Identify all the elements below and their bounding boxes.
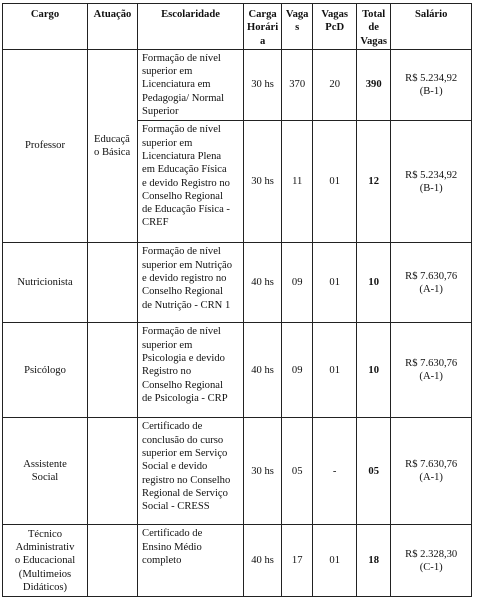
cell-vagas: 17 bbox=[282, 525, 313, 597]
cell-total: 05 bbox=[357, 418, 391, 525]
salario-ref: (B-1) bbox=[419, 182, 443, 194]
cell-cargo bbox=[3, 49, 88, 242]
cell-pcd: 01 bbox=[313, 121, 357, 243]
cell-carga: 40 hs bbox=[244, 323, 282, 418]
cell-salario bbox=[391, 49, 472, 120]
escolaridade-line: Registro no bbox=[142, 366, 192, 378]
header-row bbox=[3, 4, 472, 50]
escolaridade-line: completo bbox=[142, 554, 182, 566]
cargo-line: Técnico bbox=[27, 528, 63, 540]
cell-salario bbox=[391, 121, 472, 243]
cell-escolaridade bbox=[138, 525, 244, 597]
header-total-vagas bbox=[357, 4, 391, 50]
header-vagas-line: s bbox=[295, 22, 300, 34]
escolaridade-line: Formação de nível bbox=[142, 124, 221, 136]
cell-salario bbox=[391, 418, 472, 525]
salario-value: R$ 7.630,76 bbox=[405, 459, 458, 471]
cell-atuacao bbox=[88, 418, 138, 525]
cell-cargo bbox=[3, 525, 88, 597]
cell-carga: 30 hs bbox=[244, 121, 282, 243]
header-carga-line: a bbox=[259, 35, 266, 47]
cargo-line: Professor bbox=[24, 140, 66, 152]
header-vagas-pcd bbox=[313, 4, 357, 50]
cargo-line: Administrativ bbox=[15, 541, 75, 553]
cell-pcd: 01 bbox=[313, 323, 357, 418]
header-cargo: Cargo bbox=[3, 4, 88, 50]
cell-vagas: 09 bbox=[282, 323, 313, 418]
escolaridade-line: superior em Nutrição bbox=[142, 259, 233, 271]
header-vagas bbox=[282, 4, 313, 50]
escolaridade-line: superior em Serviço bbox=[142, 447, 228, 459]
cell-vagas: 09 bbox=[282, 243, 313, 323]
escolaridade-line: Regional de Serviço bbox=[142, 487, 228, 499]
escolaridade-line: Formação de nível bbox=[142, 52, 221, 64]
cell-cargo bbox=[3, 323, 88, 418]
escolaridade-line: conclusão do curso bbox=[142, 434, 224, 446]
cell-salario bbox=[391, 525, 472, 597]
escolaridade-line: Psicologia e devido bbox=[142, 352, 225, 364]
cell-escolaridade bbox=[138, 243, 244, 323]
cargo-line: Assistente bbox=[23, 459, 67, 471]
salario-value: R$ 2.328,30 bbox=[405, 548, 458, 560]
escolaridade-line: e devido Registro no bbox=[142, 177, 230, 189]
cell-total: 12 bbox=[357, 121, 391, 243]
cell-total: 390 bbox=[357, 49, 391, 120]
table-row bbox=[3, 243, 472, 323]
atuacao-line: o Básica bbox=[94, 147, 131, 159]
cell-salario bbox=[391, 323, 472, 418]
cell-atuacao bbox=[88, 243, 138, 323]
cell-salario bbox=[391, 243, 472, 323]
escolaridade-line: Social - CRESS bbox=[142, 501, 210, 513]
header-carga-horaria bbox=[244, 4, 282, 50]
cell-pcd: - bbox=[313, 418, 357, 525]
salario-ref: (A-1) bbox=[419, 371, 443, 383]
header-total-line: de bbox=[368, 22, 379, 34]
cargo-line: Didáticos) bbox=[22, 581, 68, 593]
cell-escolaridade bbox=[138, 49, 244, 120]
escolaridade-line: superior em bbox=[142, 66, 193, 78]
cell-atuacao bbox=[88, 323, 138, 418]
table-row bbox=[3, 418, 472, 525]
cargo-line: o Educacional bbox=[14, 555, 76, 567]
cell-escolaridade bbox=[138, 323, 244, 418]
header-salario: Salário bbox=[391, 4, 472, 50]
salario-ref: (B-1) bbox=[419, 86, 443, 98]
cell-atuacao bbox=[88, 49, 138, 242]
cell-vagas: 05 bbox=[282, 418, 313, 525]
escolaridade-line: e devido registro no bbox=[142, 272, 227, 284]
escolaridade-line: Superior bbox=[142, 106, 179, 118]
header-vagas-line: Vaga bbox=[285, 9, 309, 20]
cell-vagas: 11 bbox=[282, 121, 313, 243]
atuacao-line: Educaçã bbox=[94, 133, 130, 145]
escolaridade-line: em Educação Física bbox=[142, 164, 227, 176]
escolaridade-line: Licenciatura Plena bbox=[142, 150, 222, 162]
salario-value: R$ 7.630,76 bbox=[405, 358, 458, 370]
salario-ref: (A-1) bbox=[419, 472, 443, 484]
cell-cargo bbox=[3, 243, 88, 323]
escolaridade-line: Certificado de bbox=[142, 421, 203, 433]
escolaridade-line: de Psicologia - CRP bbox=[142, 392, 228, 404]
escolaridade-line: Social e devido bbox=[142, 461, 208, 473]
table-row bbox=[3, 525, 472, 597]
table-row bbox=[3, 323, 472, 418]
cargo-line: Nutricionista bbox=[17, 277, 73, 289]
cell-pcd: 01 bbox=[313, 525, 357, 597]
escolaridade-line: Certificado de bbox=[142, 528, 203, 540]
cell-total: 18 bbox=[357, 525, 391, 597]
table-row bbox=[3, 49, 472, 120]
cell-pcd: 20 bbox=[313, 49, 357, 120]
cargo-line: Psicólogo bbox=[24, 364, 66, 376]
cell-carga: 40 hs bbox=[244, 243, 282, 323]
header-pcd-line: PcD bbox=[325, 22, 345, 34]
escolaridade-line: de Nutrição - CRN 1 bbox=[142, 299, 231, 311]
escolaridade-line: Conselho Regional bbox=[142, 190, 223, 202]
header-pcd-line: Vagas bbox=[321, 9, 349, 20]
escolaridade-line: superior em bbox=[142, 339, 193, 351]
cell-carga: 30 hs bbox=[244, 418, 282, 525]
salario-value: R$ 5.234,92 bbox=[405, 72, 458, 84]
cell-carga: 40 hs bbox=[244, 525, 282, 597]
header-carga-line: Carga bbox=[248, 9, 277, 20]
cell-cargo bbox=[3, 418, 88, 525]
cell-atuacao bbox=[88, 525, 138, 597]
header-total-line: Total bbox=[362, 9, 386, 20]
escolaridade-line: Conselho Regional bbox=[142, 379, 223, 391]
cell-total: 10 bbox=[357, 323, 391, 418]
cell-vagas: 370 bbox=[282, 49, 313, 120]
cell-escolaridade bbox=[138, 418, 244, 525]
salario-ref: (A-1) bbox=[419, 283, 443, 295]
cell-escolaridade bbox=[138, 121, 244, 243]
escolaridade-line: de Educação Física - bbox=[142, 204, 230, 216]
escolaridade-line: Ensino Médio bbox=[142, 541, 202, 553]
header-escolaridade: Escolaridade bbox=[138, 4, 244, 50]
cell-total: 10 bbox=[357, 243, 391, 323]
escolaridade-line: Pedagogia/ Normal bbox=[142, 92, 225, 104]
escolaridade-line: Formação de nível bbox=[142, 326, 221, 338]
escolaridade-line: Formação de nível bbox=[142, 246, 221, 258]
cell-carga: 30 hs bbox=[244, 49, 282, 120]
salario-value: R$ 7.630,76 bbox=[405, 270, 458, 282]
vacancy-table bbox=[2, 3, 472, 597]
cell-pcd: 01 bbox=[313, 243, 357, 323]
escolaridade-line: superior em bbox=[142, 137, 193, 149]
escolaridade-line: Licenciatura em bbox=[142, 79, 211, 91]
escolaridade-line: registro no Conselho bbox=[142, 474, 231, 486]
header-total-line: Vagas bbox=[360, 35, 388, 47]
cargo-line: Social bbox=[31, 472, 59, 484]
header-carga-line: Horári bbox=[247, 22, 279, 34]
cargo-line: (Multimeios bbox=[18, 568, 72, 580]
escolaridade-line: Conselho Regional bbox=[142, 286, 223, 298]
escolaridade-line: CREF bbox=[142, 217, 169, 229]
salario-ref: (C-1) bbox=[419, 561, 443, 573]
header-atuacao: Atuação bbox=[88, 4, 138, 50]
salario-value: R$ 5.234,92 bbox=[405, 169, 458, 181]
